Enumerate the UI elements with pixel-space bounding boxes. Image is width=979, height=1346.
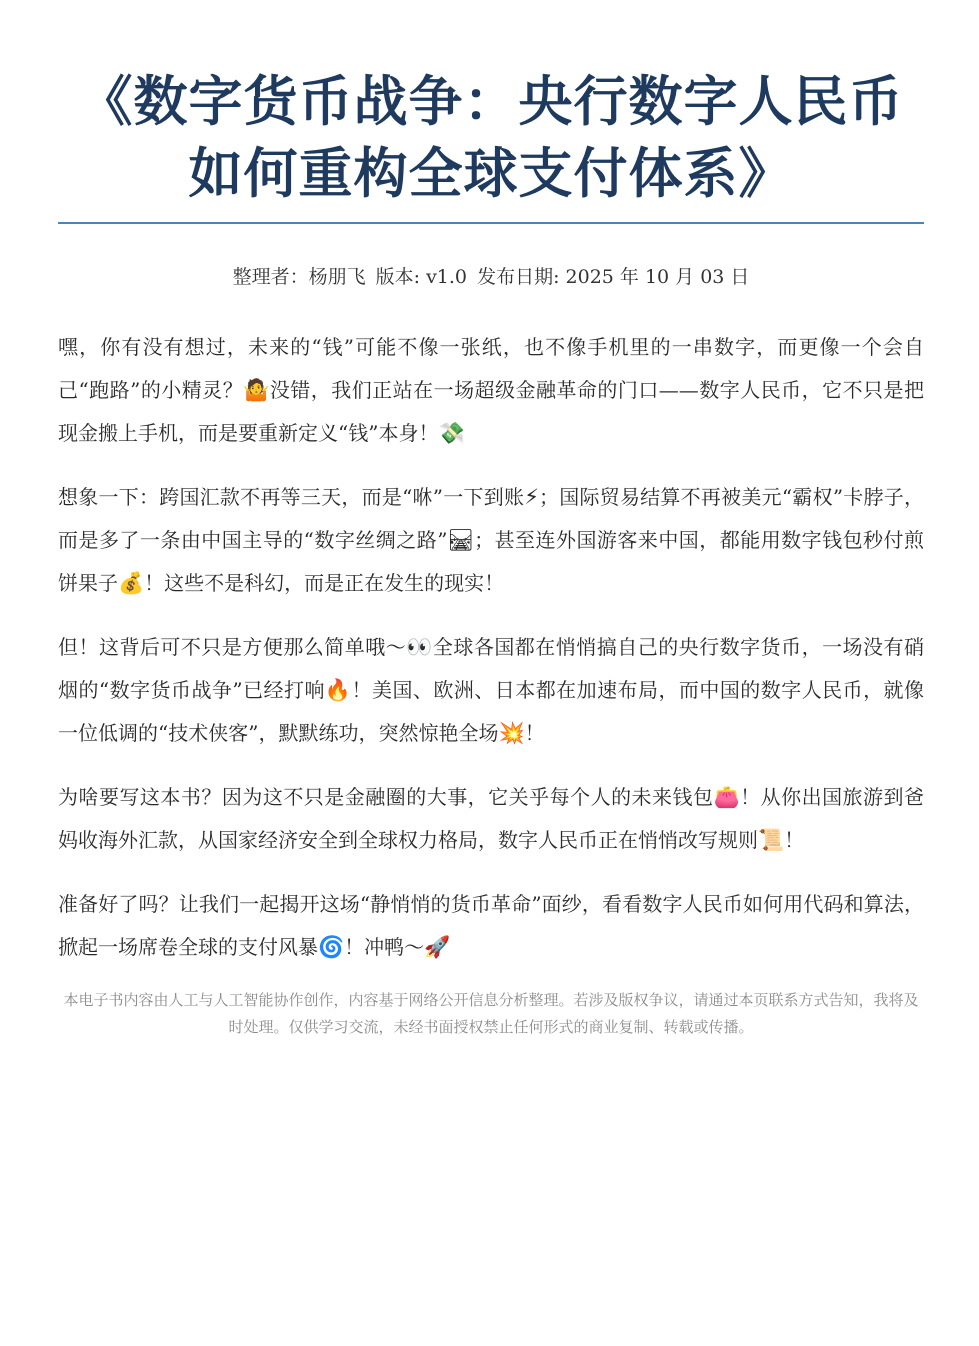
version-label: 版本: v1.0 (375, 266, 468, 288)
emoji-icon: ⚡ (524, 485, 539, 509)
paragraph (58, 326, 924, 455)
paragraph-text: 没错，我们正站在一场超级金融革命的门口——数字人民币，它不只是把现金搬上手机，而是要重新定义“钱”本身！ (58, 378, 925, 445)
paragraph-text: ；国际贸易结算不再被美元“霸权”卡脖子，而是多了一条由中国主导的“数字丝绸之路” (58, 485, 925, 552)
emoji-icon: 💰 (118, 571, 145, 595)
title-line-2: 如何重构全球支付体系》 (188, 142, 794, 205)
document-meta (58, 264, 924, 290)
paragraph-text: ！ (784, 828, 805, 852)
document-title (58, 66, 924, 210)
document-body (58, 326, 924, 969)
emoji-icon: 📜 (758, 828, 785, 852)
emoji-icon: 🤷 (243, 378, 270, 402)
copyright-disclaimer: 本电子书内容由人工与人工智能协作创作，内容基于网络公开信息分析整理。若涉及版权争议，请通过本页联系方式告知，我将及时处理。仅供学习交流，未经书面授权禁止任何形式的商业复制、转载或传播。 (63, 991, 919, 1036)
document-page (58, 66, 924, 1041)
date-label: 发布日期: 2025 年 10 月 03 日 (477, 266, 750, 288)
emoji-icon: 🛤 (447, 528, 475, 552)
emoji-icon: 💥 (498, 721, 525, 745)
author-label: 整理者：杨朋飞 (232, 266, 366, 288)
emoji-icon: 🔥 (324, 678, 352, 702)
emoji-icon: 🌀 (318, 935, 345, 959)
paragraph (58, 776, 924, 862)
emoji-icon: 🚀 (424, 935, 451, 959)
paragraph-text: 准备好了吗？让我们一起揭开这场“静悄悄的货币革命”面纱，看看数字人民币如何用代码和算法，掀起一场席卷全球的支付风暴 (58, 892, 924, 959)
emoji-icon: 👛 (713, 785, 740, 809)
paragraph-text: ！这些不是科幻，而是正在发生的现实！ (144, 571, 505, 595)
paragraph (58, 626, 924, 755)
title-divider (58, 222, 924, 224)
paragraph-text: 全球各国都在悄悄搞自己的央行数字货币，一场没有硝烟的“数字货币战争”已经打响 (58, 635, 925, 702)
paragraph-text: ！冲鸭～ (344, 935, 425, 959)
paragraph-text: 嘿，你有没有想过，未来的“钱”可能不像一张纸，也不像手机里的一串数字，而更像一个会自己“跑路”的小精灵？ (58, 335, 924, 402)
paragraph-text: ！美国、欧洲、日本都在加速布局，而中国的数字人民币，就像一位低调的“技术侠客”，默默练功，突然惊艳全场 (58, 678, 925, 745)
emoji-icon: 👀 (406, 635, 433, 659)
paragraph-text: 但！这背后可不只是方便那么简单哦～ (58, 635, 407, 659)
emoji-icon: 💸 (438, 421, 465, 445)
paragraph-text: 想象一下：跨国汇款不再等三天，而是“咻”一下到账 (58, 485, 525, 509)
paragraph-text: ；甚至连外国游客来中国，都能用数字钱包秒付煎饼果子 (58, 528, 925, 595)
paragraph-text: ！ (524, 721, 545, 745)
title-line-1: 《数字货币战争：央行数字人民币 (78, 70, 904, 133)
paragraph (58, 883, 924, 969)
paragraph-text: 为啥要写这本书？因为这不只是金融圈的大事，它关乎每个人的未来钱包 (58, 785, 714, 809)
paragraph (58, 476, 924, 605)
paragraph-text: ！从你出国旅游到爸妈收海外汇款，从国家经济安全到全球权力格局，数字人民币正在悄悄改写规则 (58, 785, 925, 852)
